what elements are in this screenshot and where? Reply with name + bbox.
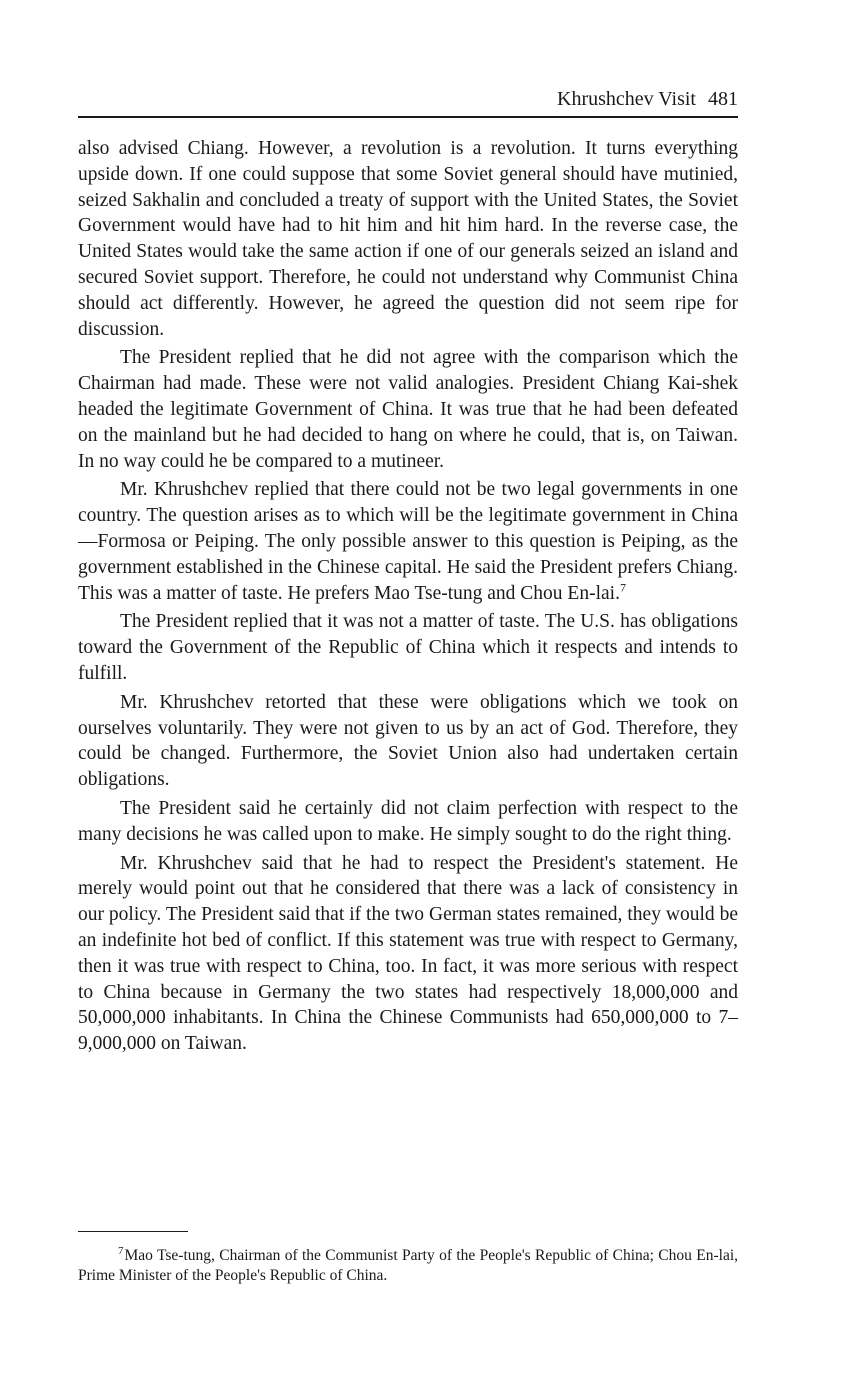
paragraph: The President replied that he did not agree with the comparison which the Chairman had made. These were not valid analogies. President Chiang Kai-shek headed the legitimate Government of China. It was true that he had been defeated on the mainland but he had decided to hang on where he could, that is, on Taiwan. In no way could he be compared to a mutineer.: [78, 347, 738, 472]
paragraph: also advised Chiang. However, a revolution is a revolution. It turns everything upside down. If one could suppose that some Soviet general should have mutinied, seized Sakhalin and concluded a treaty of support with the United States, the Soviet Government would have had to hit him and hit him hard. In the reverse case, the United States would take the same action if one of our generals seized an island and secured Soviet support. Therefore, he could not understand why Communist China should act differently. However, he agreed the question did not seem ripe for discussion.: [78, 138, 738, 340]
page-number: 481: [708, 88, 738, 110]
running-header: [557, 86, 738, 112]
footnote-marker: 7: [118, 1244, 124, 1257]
header-rule: [78, 116, 738, 118]
footnote-reference: 7: [619, 580, 626, 595]
footnote-rule: [78, 1231, 188, 1232]
paragraph: The President said he certainly did not claim perfection with respect to the many decisions he was called upon to make. He simply sought to do the right thing.: [78, 797, 738, 845]
paragraph: Mr. Khrushchev said that he had to respect the President's statement. He merely would point out that he considered that there was a lack of consistency in our policy. The President said that if the two German states remained, they would be an indefinite hot bed of conflict. If this statement was true with respect to Germany, then it was true with respect to China, too. In fact, it was more serious with respect to China because in Germany the two states had respectively 18,000,000 and 50,000,000 inhabitants. In China the Chinese Communists had 650,000,000 to 7–9,000,000 on Taiwan.: [78, 852, 738, 1055]
footnote-text: Mao Tse-tung, Chairman of the Communist Party of the People's Republic of China; Chou En-lai, Prime Minister of the People's Republic of China.: [78, 1247, 738, 1284]
paragraph: The President replied that it was not a matter of taste. The U.S. has obligations toward the Government of the Republic of China which it respects and intends to fulfill.: [78, 611, 738, 684]
paragraph: Mr. Khrushchev replied that there could not be two legal governments in one country. The question arises as to which will be the legitimate government in China—Formosa or Peiping. The only possible answer to this question is Peiping, as the government established in the Chinese capital. He said the President prefers Chiang. This was a matter of taste. He prefers Mao Tse-tung and Chou En-lai.$^7$: [78, 479, 738, 604]
paragraph: Mr. Khrushchev retorted that these were obligations which we took on ourselves voluntarily. They were not given to us by an act of God. Therefore, they could be changed. Furthermore, the Soviet Union also had undertaken certain obligations.: [78, 691, 738, 791]
running-title: Khrushchev Visit: [557, 88, 696, 110]
footnote: [78, 1246, 738, 1286]
body-text: [78, 136, 738, 1060]
